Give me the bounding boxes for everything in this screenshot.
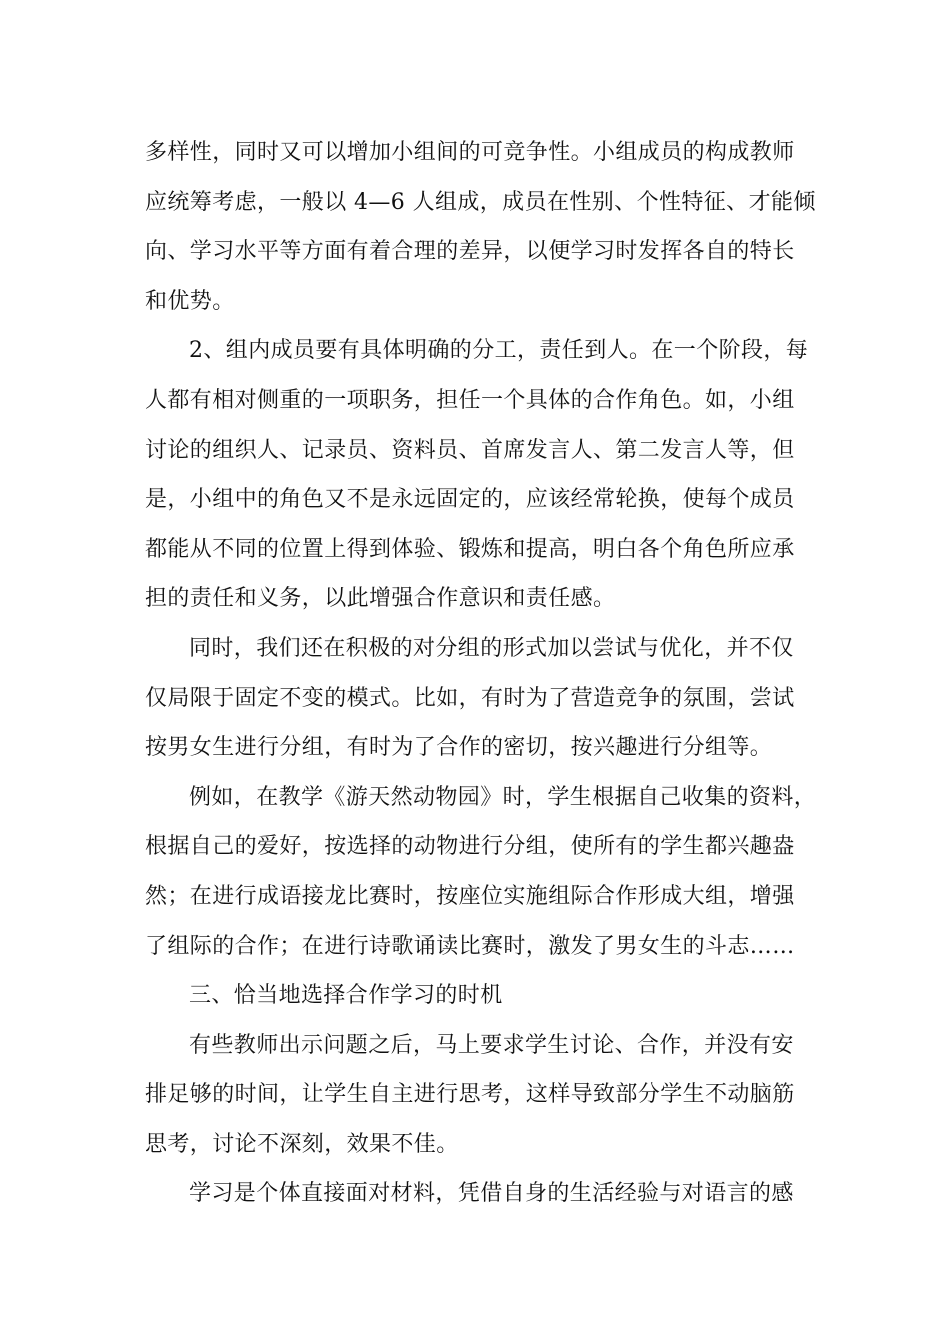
text-line: 多样性，同时又可以增加小组间的可竞争性。小组成员的构成教师 <box>145 140 795 165</box>
text-line: 仅局限于固定不变的模式。比如，有时为了营造竞争的氛围，尝试 <box>145 685 795 711</box>
text-line: 排足够的时间，让学生自主进行思考，这样导致部分学生不动脑筋 <box>145 1082 795 1108</box>
text-line: 都能从不同的位置上得到体验、锻炼和提高，明白各个角色所应承 <box>145 536 795 562</box>
text-line: 是，小组中的角色又不是永远固定的，应该经常轮换，使每个成员 <box>145 487 795 513</box>
text-line: 按男女生进行分组，有时为了合作的密切，按兴趣进行分组等。 <box>145 735 773 761</box>
text-line: 担的责任和义务，以此增强合作意识和责任感。 <box>145 586 616 612</box>
text-line: 讨论的组织人、记录员、资料员、首席发言人、第二发言人等，但 <box>145 437 795 463</box>
text-line: 向、学习水平等方面有着合理的差异，以便学习时发挥各自的特长 <box>145 239 795 265</box>
body-text <box>145 128 815 1219</box>
text-line: 思考，讨论不深刻，效果不佳。 <box>145 1131 459 1157</box>
text-line: 和优势。 <box>145 288 235 314</box>
text-line: 然；在进行成语接龙比赛时，按座位实施组际合作形成大组，增强 <box>145 883 795 909</box>
paragraph-first-line: 例如，在教学《游天然动物园》时，学生根据自己收集的资料， <box>189 784 817 810</box>
text-line: 应统筹考虑，一般以 4—6 人组成，成员在性别、个性特征、才能倾 <box>145 189 816 215</box>
text-line: 了组际的合作；在进行诗歌诵读比赛时，激发了男女生的斗志…… <box>145 933 795 959</box>
section-heading: 三、恰当地选择合作学习的时机 <box>189 983 503 1009</box>
paragraph-first-line: 同时，我们还在积极的对分组的形式加以尝试与优化，并不仅 <box>189 635 794 661</box>
paragraph-first-line: 学习是个体直接面对材料，凭借自身的生活经验与对语言的感 <box>189 1181 794 1207</box>
text-line: 根据自己的爱好，按选择的动物进行分组，使所有的学生都兴趣盎 <box>145 834 795 860</box>
text-line: 人都有相对侧重的一项职务，担任一个具体的合作角色。如，小组 <box>145 387 795 413</box>
paragraph-first-line: 2、组内成员要有具体明确的分工，责任到人。在一个阶段，每 <box>189 338 809 364</box>
paragraph-first-line: 有些教师出示问题之后，马上要求学生讨论、合作，并没有安 <box>189 1032 794 1058</box>
